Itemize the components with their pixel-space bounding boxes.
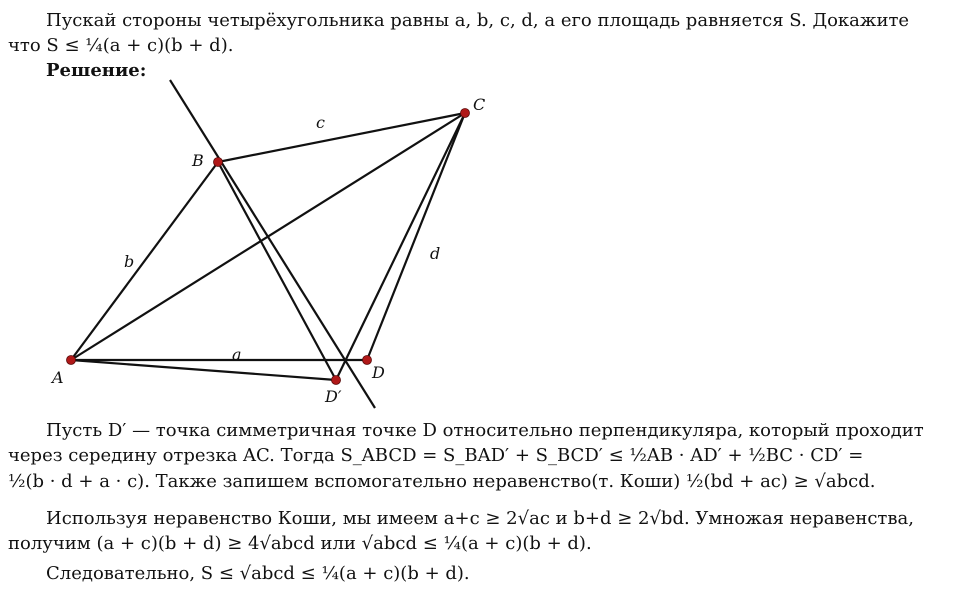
label-C: C [473, 95, 486, 114]
point-A [67, 356, 76, 365]
label-side-d: d [430, 244, 441, 263]
body-p1-line-2: через середину отрезка AC. Тогда S_ABCD = S_BAD′ + S_BCD′ ≤ ½AB · AD′ + ½BC · CD′ = [8, 445, 864, 466]
segment-AD-prime [71, 360, 336, 380]
point-C [461, 109, 470, 118]
label-side-c: c [316, 113, 325, 132]
side-CD [367, 113, 465, 360]
point-D-prime [332, 376, 341, 385]
geometry-figure [0, 70, 560, 415]
body-p3-line-1: Следовательно, S ≤ √abcd ≤ ¼(a + c)(b + d). [46, 563, 470, 584]
body-p1-line-1: Пусть D′ — точка симметричная точке D относительно перпендикуляра, который проходит [46, 420, 924, 441]
body-p2-line-1: Используя неравенство Коши, мы имеем a+c ≥ 2√ac и b+d ≥ 2√bd. Умножая неравенства, [46, 508, 914, 529]
problem-line-2: что S ≤ ¼(a + c)(b + d). [8, 35, 234, 56]
solution-heading: Решение: [46, 60, 147, 81]
perpendicular-line [170, 80, 375, 408]
side-AB [71, 162, 218, 360]
label-side-a: a [232, 345, 242, 364]
body-p2-line-2: получим (a + c)(b + d) ≥ 4√abcd или √abcd ≤ ¼(a + c)(b + d). [8, 533, 592, 554]
point-B [214, 158, 223, 167]
body-p1-line-3: ½(b · d + a · c). Также запишем вспомогательно неравенство(т. Коши) ½(bd + ac) ≥ √abcd. [8, 471, 876, 492]
point-D [363, 356, 372, 365]
label-A: A [52, 368, 64, 387]
problem-line-1: Пускай стороны четырёхугольника равны a, b, c, d, а его площадь равняется S. Докажите [46, 10, 910, 31]
label-B: B [192, 151, 204, 170]
label-D-prime: D′ [325, 387, 342, 406]
label-side-b: b [124, 252, 135, 271]
label-D: D [372, 363, 385, 382]
